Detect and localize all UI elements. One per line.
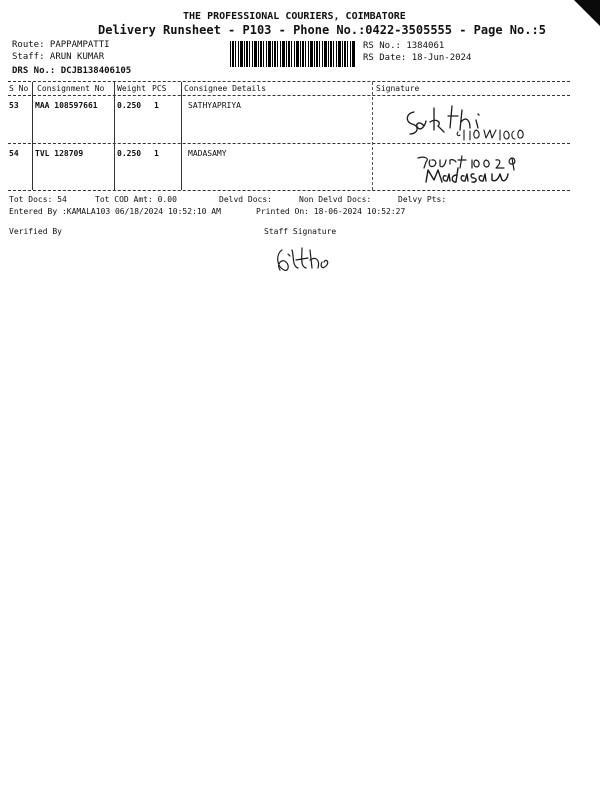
entered-by: Entered By :KAMALA103 06/18/2024 10:52:10 AM [9, 207, 221, 216]
column-divider [114, 82, 115, 190]
barcode [230, 41, 356, 67]
row-sno: 53 [9, 101, 19, 110]
row-consignee: MADASAMY [188, 149, 227, 158]
row-pcs: 1 [154, 149, 159, 158]
consignee-signature [400, 104, 560, 144]
printed-on: Printed On: 18-06-2024 10:52:27 [256, 207, 406, 216]
row-pcs: 1 [154, 101, 159, 110]
column-divider [181, 82, 182, 190]
delivered-docs: Delvd Docs: [219, 195, 272, 204]
rs-number: RS No.: 1384061 [363, 41, 445, 51]
table-bottom-rule [8, 190, 570, 191]
col-header-signature: Signature [376, 84, 420, 93]
col-header-sno: S No [9, 84, 29, 93]
drs-number: DRS No.: DCJB138406105 [12, 66, 132, 76]
table-top-rule [8, 81, 570, 82]
column-divider [372, 82, 373, 190]
col-header-weight: Weight [117, 84, 146, 93]
staff-signature-label: Staff Signature [264, 227, 337, 236]
staff-signature [272, 244, 352, 278]
staff-label: Staff: ARUN KUMAR [12, 52, 105, 62]
column-divider [32, 82, 33, 190]
rs-date: RS Date: 18-Jun-2024 [363, 53, 472, 63]
col-header-pcs: PCS [152, 84, 167, 93]
row-consignee: SATHYAPRIYA [188, 101, 241, 110]
runsheet-title: Delivery Runsheet - P103 - Phone No.:0422-3505555 - Page No.:5 [98, 23, 546, 37]
total-cod-amount: Tot COD Amt: 0.00 [95, 195, 177, 204]
total-docs: Tot Docs: 54 [9, 195, 67, 204]
row-consignment: MAA 108597661 [35, 101, 98, 110]
header-bottom-rule [8, 95, 570, 96]
col-header-consignee: Consignee Details [184, 84, 266, 93]
delivery-points: Delvy Pts: [398, 195, 447, 204]
row-consignment: TVL 128709 [35, 149, 84, 158]
consignee-signature [416, 152, 556, 190]
non-delivered-docs: Non Delvd Docs: [299, 195, 372, 204]
route-label: Route: PAPPAMPATTI [12, 40, 110, 50]
row-weight: 0.250 [117, 101, 142, 110]
company-title: THE PROFESSIONAL COURIERS, COIMBATORE [183, 11, 406, 22]
verified-by-label: Verified By [9, 227, 62, 236]
col-header-consignment: Consignment No [37, 84, 105, 93]
row-sno: 54 [9, 149, 19, 158]
row-weight: 0.250 [117, 149, 142, 158]
scan-corner-mark [574, 0, 600, 26]
